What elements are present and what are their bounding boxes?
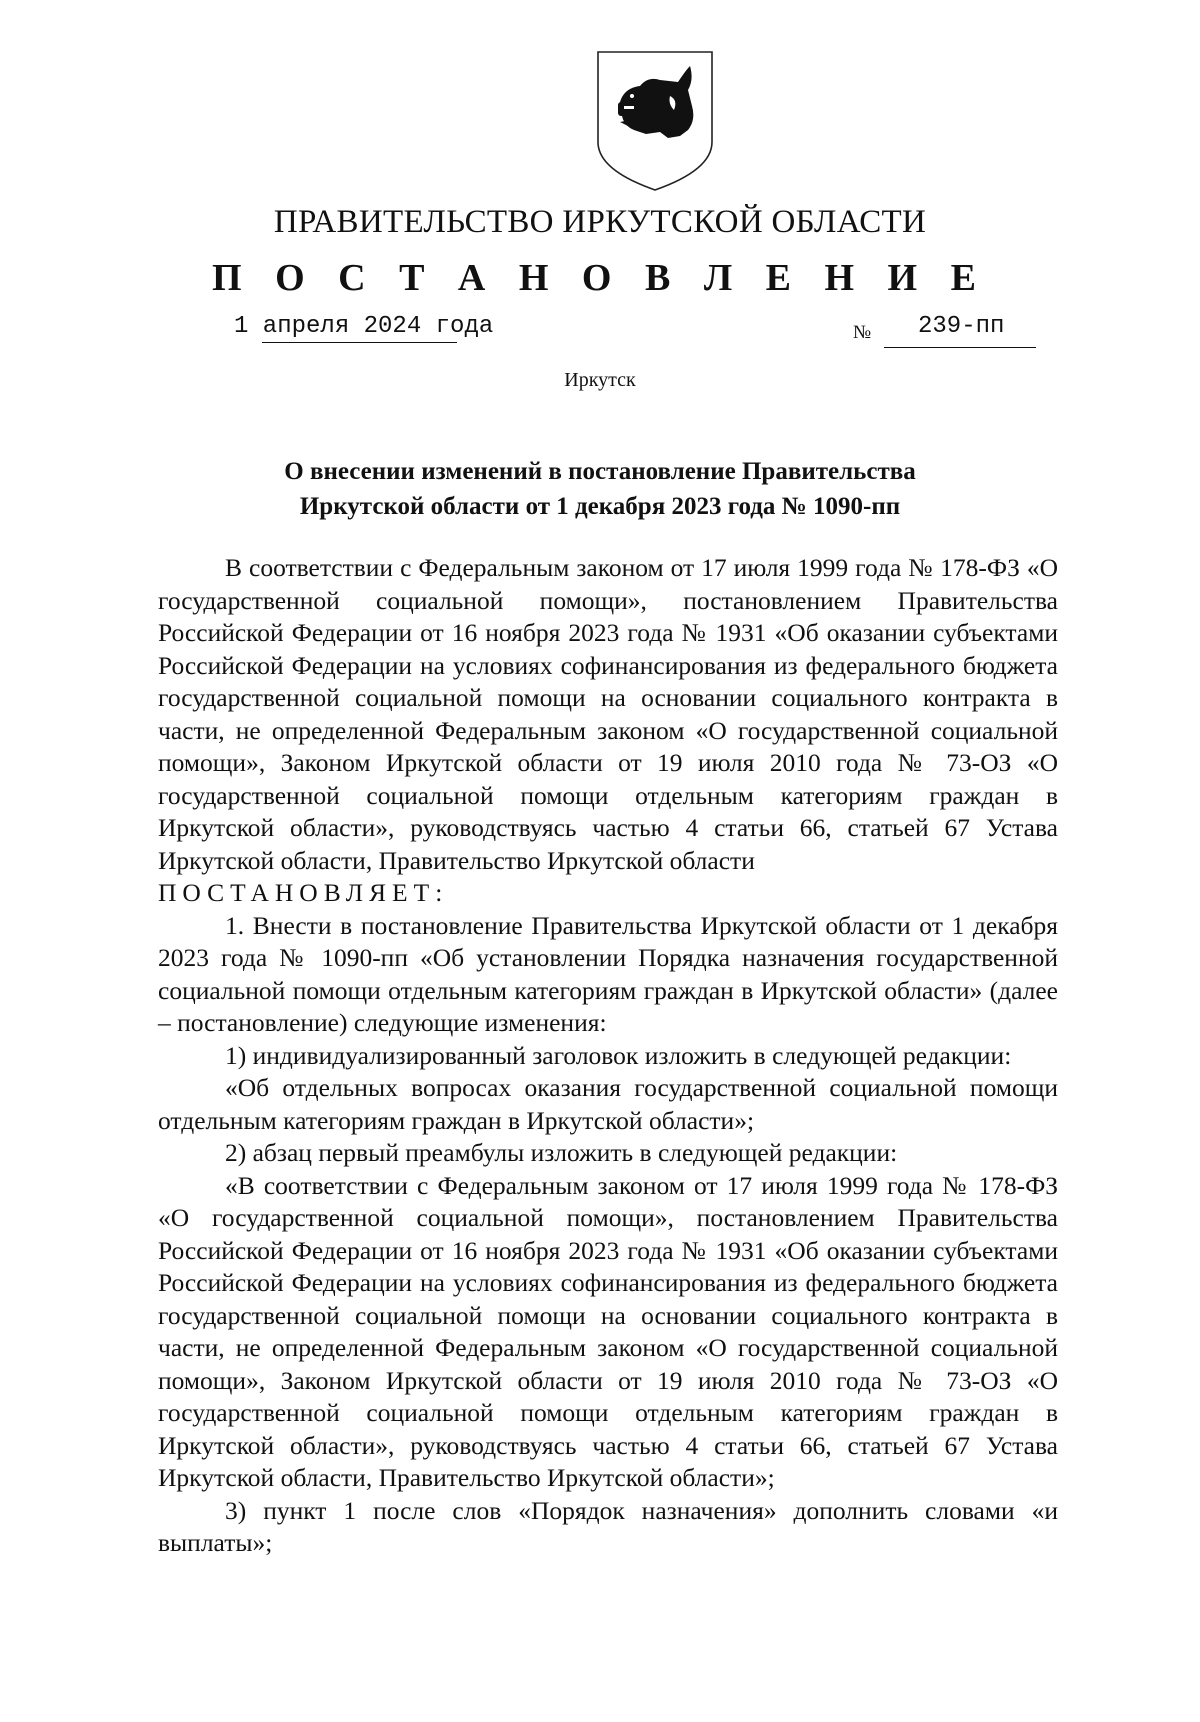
document-date: 1 апреля 2024 года	[234, 313, 494, 340]
title-line-2: Иркутской области от 1 декабря 2023 года № 1090-пп	[299, 493, 901, 520]
subpoint-3: 3) пункт 1 после слов «Порядок назначения» дополнить словами «и выплаты»;	[158, 1495, 1058, 1557]
city-name: Иркутск	[564, 369, 636, 391]
coat-of-arms-emblem	[590, 46, 720, 196]
document-type-heading: П О С Т А Н О В Л Е Н И Е	[212, 257, 988, 299]
babr-animal-icon	[618, 66, 693, 138]
government-name: ПРАВИТЕЛЬСТВО ИРКУТСКОЙ ОБЛАСТИ	[273, 204, 927, 240]
document-title	[200, 454, 1000, 524]
number-underline	[884, 347, 1036, 348]
decree-word: ПОСТАНОВЛЯЕТ:	[158, 878, 449, 907]
preamble-paragraph: В соответствии с Федеральным законом от 17 июля 1999 года № 178-ФЗ «О государственной социальной помощи», постановлением Правительства Российской Федерации от 16 ноября 2023 года № 1931 «Об оказании субъектами Российской Федерации на условиях софинансирования из федерального бюджета государственной социальной помощи на основании социального контракта в части, не определенной Федеральным законом «О государственной социальной помощи», Законом Иркутской области от 19 июля 2010 года № 73-ОЗ «О государственной социальной помощи отдельным категориям граждан в Иркутской области», руководствуясь частью 4 статьи 66, статьей 67 Устава Иркутской области, Правительство Иркутской области	[158, 553, 1058, 875]
date-underline	[262, 342, 457, 343]
document-body	[158, 552, 1058, 1560]
subpoint-1: 1) индивидуализированный заголовок изложить в следующей редакции:	[225, 1040, 1012, 1070]
point-1-paragraph: 1. Внести в постановление Правительства Иркутской области от 1 декабря 2023 года № 1090-пп «Об установлении Порядка назначения государственной социальной помощи отдельным категориям граждан в Иркутской области» (далее – постановление) следующие изменения:	[158, 910, 1058, 1037]
document-number: 239-пп	[918, 313, 1005, 340]
subpoint-1-text: «Об отдельных вопросах оказания государственной социальной помощи отдельным категориям граждан в Иркутской области»;	[158, 1073, 1058, 1135]
subpoint-2-text: «В соответствии с Федеральным законом от 17 июля 1999 года № 178-ФЗ «О государственной социальной помощи», постановлением Правительства Российской Федерации от 16 ноября 2023 года № 1931 «Об оказании субъектами Российской Федерации на условиях софинансирования из федерального бюджета государственной социальной помощи на основании социального контракта в части, не определенной Федеральным законом «О государственной социальной помощи», Законом Иркутской области от 19 июля 2010 года № 73-ОЗ «О государственной социальной помощи отдельным категориям граждан в Иркутской области», руководствуясь частью 4 статьи 66, статьей 67 Устава Иркутской области, Правительство Иркутской области»;	[158, 1170, 1058, 1492]
title-line-1: О внесении изменений в постановление Правительства	[284, 458, 916, 485]
number-sign: №	[853, 322, 872, 343]
subpoint-2: 2) абзац первый преамбулы изложить в следующей редакции:	[225, 1138, 898, 1167]
